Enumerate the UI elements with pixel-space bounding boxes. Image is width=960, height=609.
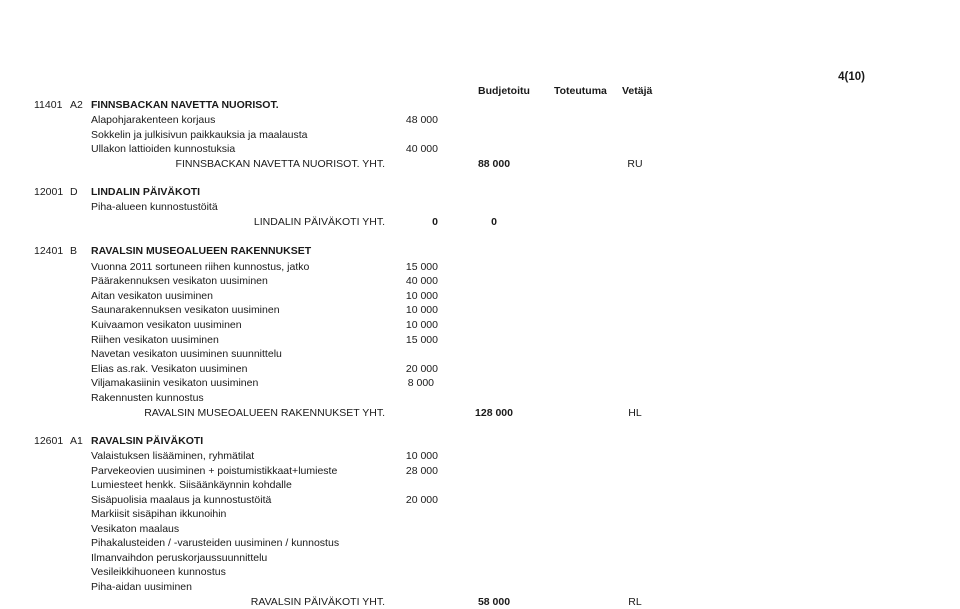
section-title: RAVALSIN MUSEOALUEEN RAKENNUKSET [91, 245, 312, 257]
item-amount: 10 000 [405, 304, 438, 316]
list-item: Ilmanvaihdon peruskorjaussuunnittelu [91, 552, 268, 564]
list-item: Vuonna 2011 sortuneen riihen kunnostus, jatko [91, 261, 310, 273]
header-budget: Budjetoitu [478, 85, 530, 97]
list-item: Aitan vesikaton uusiminen [91, 290, 213, 302]
list-item: Elias as.rak. Vesikaton uusiminen [91, 363, 248, 375]
item-amount: 10 000 [405, 290, 438, 302]
section-lead: RU [627, 158, 643, 170]
section-class: A2 [70, 99, 83, 111]
item-amount: 28 000 [405, 465, 438, 477]
section-total-label: RAVALSIN PÄIVÄKOTI YHT. [250, 596, 385, 608]
list-item: Pihakalusteiden / -varusteiden uusiminen / kunnostus [91, 537, 340, 549]
list-item: Markiisit sisäpihan ikkunoihin [91, 508, 227, 520]
list-item: Piha-alueen kunnostustöitä [91, 201, 218, 213]
page-number: 4(10) [838, 71, 865, 83]
list-item: Alapohjarakenteen korjaus [91, 114, 216, 126]
list-item: Sokkelin ja julkisivun paikkauksia ja maalausta [91, 129, 308, 141]
list-item: Saunarakennuksen vesikaton uusiminen [91, 304, 280, 316]
section-code: 12001 [34, 186, 64, 198]
header-lead: Vetäjä [622, 85, 653, 97]
section-code: 11401 [34, 99, 63, 111]
section-total-budget: 128 000 [475, 407, 513, 419]
section-title: LINDALIN PÄIVÄKOTI [91, 186, 201, 198]
section-title: RAVALSIN PÄIVÄKOTI [91, 435, 204, 447]
list-item: Piha-aidan uusiminen [91, 581, 192, 593]
header-actual: Toteutuma [554, 85, 607, 97]
section-code: 12401 [34, 245, 64, 257]
list-item: Rakennusten kunnostus [91, 392, 204, 404]
item-amount: 20 000 [405, 494, 438, 506]
list-item: Päärakennuksen vesikaton uusiminen [91, 275, 268, 287]
section-class: A1 [70, 435, 83, 447]
section-code: 12601 [34, 435, 64, 447]
section-total-label: RAVALSIN MUSEOALUEEN RAKENNUKSET YHT. [144, 407, 385, 419]
list-item: Vesileikkihuoneen kunnostus [91, 566, 226, 578]
section-class: B [70, 245, 78, 257]
section-title: FINNSBACKAN NAVETTA NUORISOT. [91, 99, 279, 111]
list-item: Navetan vesikaton uusiminen suunnittelu [91, 348, 282, 360]
list-item: Ullakon lattioiden kunnostuksia [91, 143, 236, 155]
item-amount: 20 000 [405, 363, 438, 375]
section-total-budget: 58 000 [477, 596, 511, 608]
item-amount: 40 000 [405, 275, 438, 287]
list-item: Sisäpuolisia maalaus ja kunnostustöitä [91, 494, 272, 506]
section-lead: RL [628, 596, 642, 608]
item-amount: 15 000 [405, 261, 438, 273]
list-item: Viljamakasiinin vesikaton uusiminen [91, 377, 259, 389]
list-item: Valaistuksen lisääminen, ryhmätilat [91, 450, 255, 462]
item-amount: 10 000 [405, 319, 438, 331]
list-item: Kuivaamon vesikaton uusiminen [91, 319, 242, 331]
section-total-budget: 88 000 [477, 158, 511, 170]
section-total-label: FINNSBACKAN NAVETTA NUORISOT. YHT. [175, 158, 385, 170]
section-total-budget: 0 [491, 216, 497, 228]
list-item: Riihen vesikaton uusiminen [91, 334, 219, 346]
section-total-label: LINDALIN PÄIVÄKOTI YHT. [253, 216, 385, 228]
section-lead: HL [628, 407, 642, 419]
item-amount: 8 000 [407, 377, 434, 389]
list-item: Lumiesteet henkk. Siisäänkäynnin kohdalle [91, 479, 292, 491]
section-class: D [70, 186, 78, 198]
item-amount: 40 000 [405, 143, 438, 155]
list-item: Parvekeovien uusiminen + poistumistikkaat+lumieste [91, 465, 338, 477]
item-amount: 48 000 [405, 114, 438, 126]
list-item: Vesikaton maalaus [91, 523, 180, 535]
section-total-sum: 0 [432, 216, 438, 228]
item-amount: 15 000 [405, 334, 438, 346]
item-amount: 10 000 [405, 450, 438, 462]
